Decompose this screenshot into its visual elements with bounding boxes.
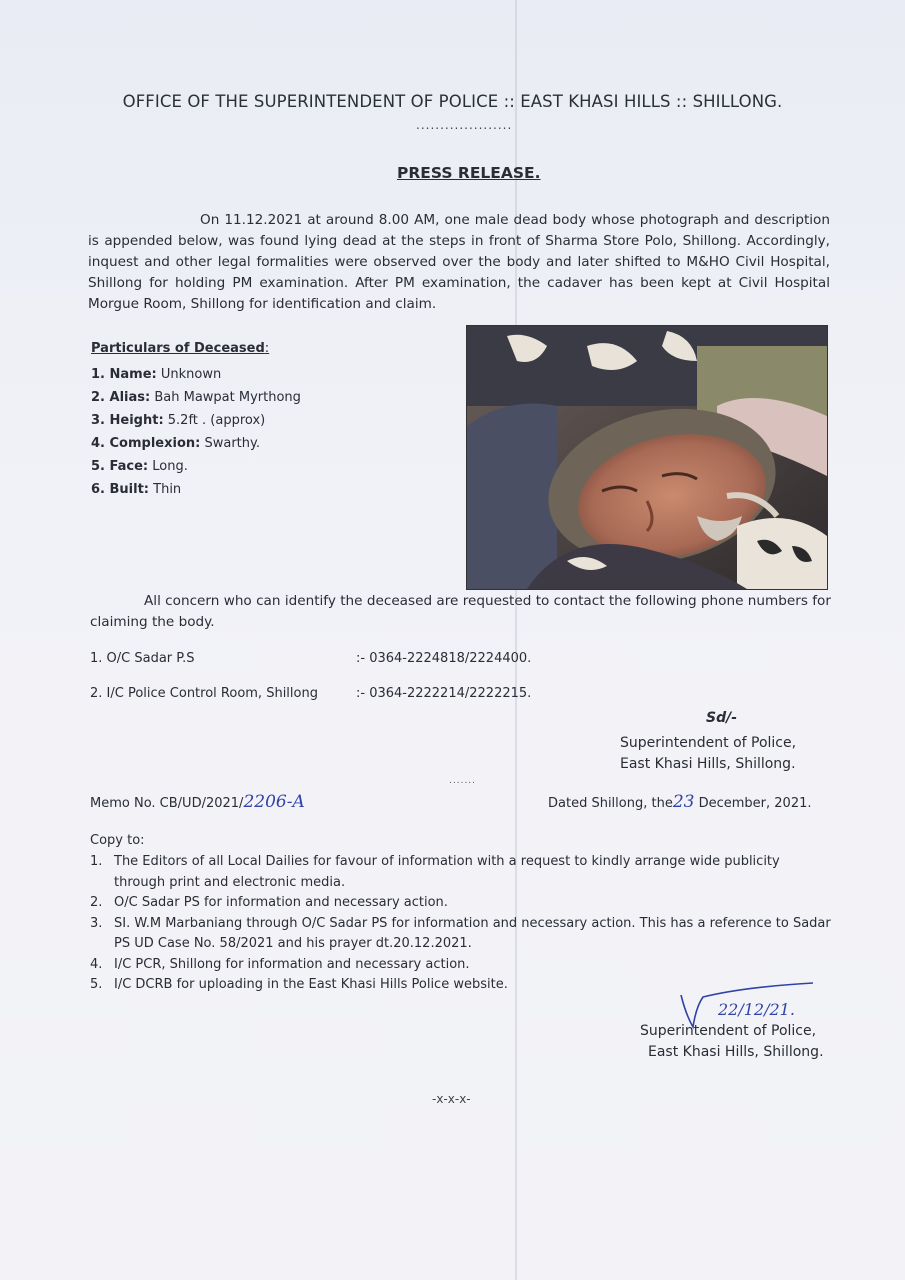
copy-item-number: 5. — [90, 977, 103, 992]
end-mark: -x-x-x- — [432, 1092, 471, 1106]
particular-value: Long. — [152, 459, 188, 474]
particular-item — [91, 478, 301, 501]
signatory-title: Superintendent of Police, — [640, 1023, 817, 1039]
particular-item — [91, 386, 301, 409]
copy-item — [90, 893, 832, 914]
copy-item-number: 2. — [90, 895, 103, 910]
copy-item — [90, 852, 832, 893]
copy-item-text: O/C Sadar PS for information and necessary action. — [114, 895, 448, 910]
copy-to-list — [90, 852, 832, 996]
particular-item — [91, 455, 301, 478]
copy-item-number: 1. — [90, 854, 103, 869]
title-dots: .................... — [416, 118, 513, 132]
particular-item — [91, 409, 301, 432]
sd-mark: Sd/- — [706, 710, 738, 726]
contact-label: 1. O/C Sadar P.S — [90, 651, 195, 666]
body-paragraph-text: On 11.12.2021 at around 8.00 AM, one male dead body whose photograph and description is appended below, was found lying dead at the steps in front of Sharma Store Polo, Shillong. Accordingly, inquest and other legal formalities were observed over the body and later shifted to M&HO Civil Hospital, Shillong for holding PM examination. After PM examination, the cadaver has been kept at Civil Hospital Morgue Room, Shillong for identification and claim. — [88, 212, 830, 312]
particular-value: Swarthy. — [204, 436, 260, 451]
particulars-list — [91, 363, 301, 501]
particulars-heading-colon: : — [264, 341, 270, 356]
particulars-heading — [91, 341, 269, 356]
particular-label: 4. Complexion: — [91, 436, 201, 451]
signature-block-2 — [640, 1021, 824, 1063]
particulars-heading-text: Particulars of Deceased — [91, 341, 265, 356]
copy-item-number: 4. — [90, 956, 103, 972]
memo-prefix: Memo No. CB/UD/2021/ — [90, 796, 244, 811]
body-paragraph — [88, 210, 830, 315]
signature-block-1 — [620, 733, 796, 775]
particular-value: 5.2ft . (approx) — [167, 413, 266, 428]
particular-label: 6. Built: — [91, 482, 149, 497]
particular-value: Bah Mawpat Myrthong — [154, 390, 301, 405]
signatory-office: East Khasi Hills, Shillong. — [648, 1044, 824, 1060]
particular-label: 5. Face: — [91, 459, 149, 474]
particular-item — [91, 432, 301, 455]
press-release-heading: PRESS RELEASE. — [397, 164, 541, 182]
particular-value: Unknown — [160, 367, 222, 382]
handwritten-date: 22/12/21. — [718, 1000, 795, 1019]
office-title: OFFICE OF THE SUPERINTENDENT OF POLICE :: EAST KHASI HILLS :: SHILLONG. — [122, 92, 783, 111]
particular-label: 3. Height: — [91, 413, 164, 428]
copy-to-heading: Copy to: — [90, 833, 145, 848]
copy-item-text: The Editors of all Local Dailies for favour of information with a request to kindly arrange wide publicity through print and electronic media. — [114, 854, 780, 890]
separator-dots: ....... — [449, 776, 477, 786]
contact-number: :- 0364-2224818/2224400. — [356, 651, 532, 666]
contact-number: :- 0364-2222214/2222215. — [356, 686, 532, 701]
dated-line — [548, 792, 812, 812]
deceased-photograph — [466, 325, 828, 590]
memo-handwritten-number: 2206-A — [243, 792, 305, 812]
photo-illustration — [467, 326, 827, 589]
contact-label: 2. I/C Police Control Room, Shillong — [90, 686, 318, 701]
particular-label: 1. Name: — [91, 367, 157, 382]
particular-value: Thin — [153, 482, 182, 497]
dated-handwritten-day: 23 — [672, 792, 695, 812]
copy-item-text: I/C PCR, Shillong for information and necessary action. — [114, 956, 470, 972]
dated-suffix: December, 2021. — [694, 796, 812, 811]
dated-prefix: Dated Shillong, the — [548, 796, 673, 811]
copy-item — [90, 955, 832, 976]
copy-item-text: SI. W.M Marbaniang through O/C Sadar PS for information and necessary action. This has a reference to Sadar PS UD Case No. 58/2021 and his prayer dt.20.12.2021. — [114, 915, 831, 951]
signatory-title: Superintendent of Police, — [620, 735, 797, 751]
copy-item-text: I/C DCRB for uploading in the East Khasi Hills Police website. — [114, 977, 508, 992]
copy-item-number: 3. — [90, 915, 103, 931]
signatory-office: East Khasi Hills, Shillong. — [620, 756, 796, 772]
paper-fold — [515, 0, 517, 1280]
memo-number — [90, 792, 305, 812]
copy-item — [90, 914, 832, 955]
contact-request-paragraph — [90, 591, 832, 633]
particular-label: 2. Alias: — [91, 390, 151, 405]
contact-request-text: All concern who can identify the deceased are requested to contact the following phone numbers for claiming the body. — [90, 593, 831, 630]
particular-item — [91, 363, 301, 386]
